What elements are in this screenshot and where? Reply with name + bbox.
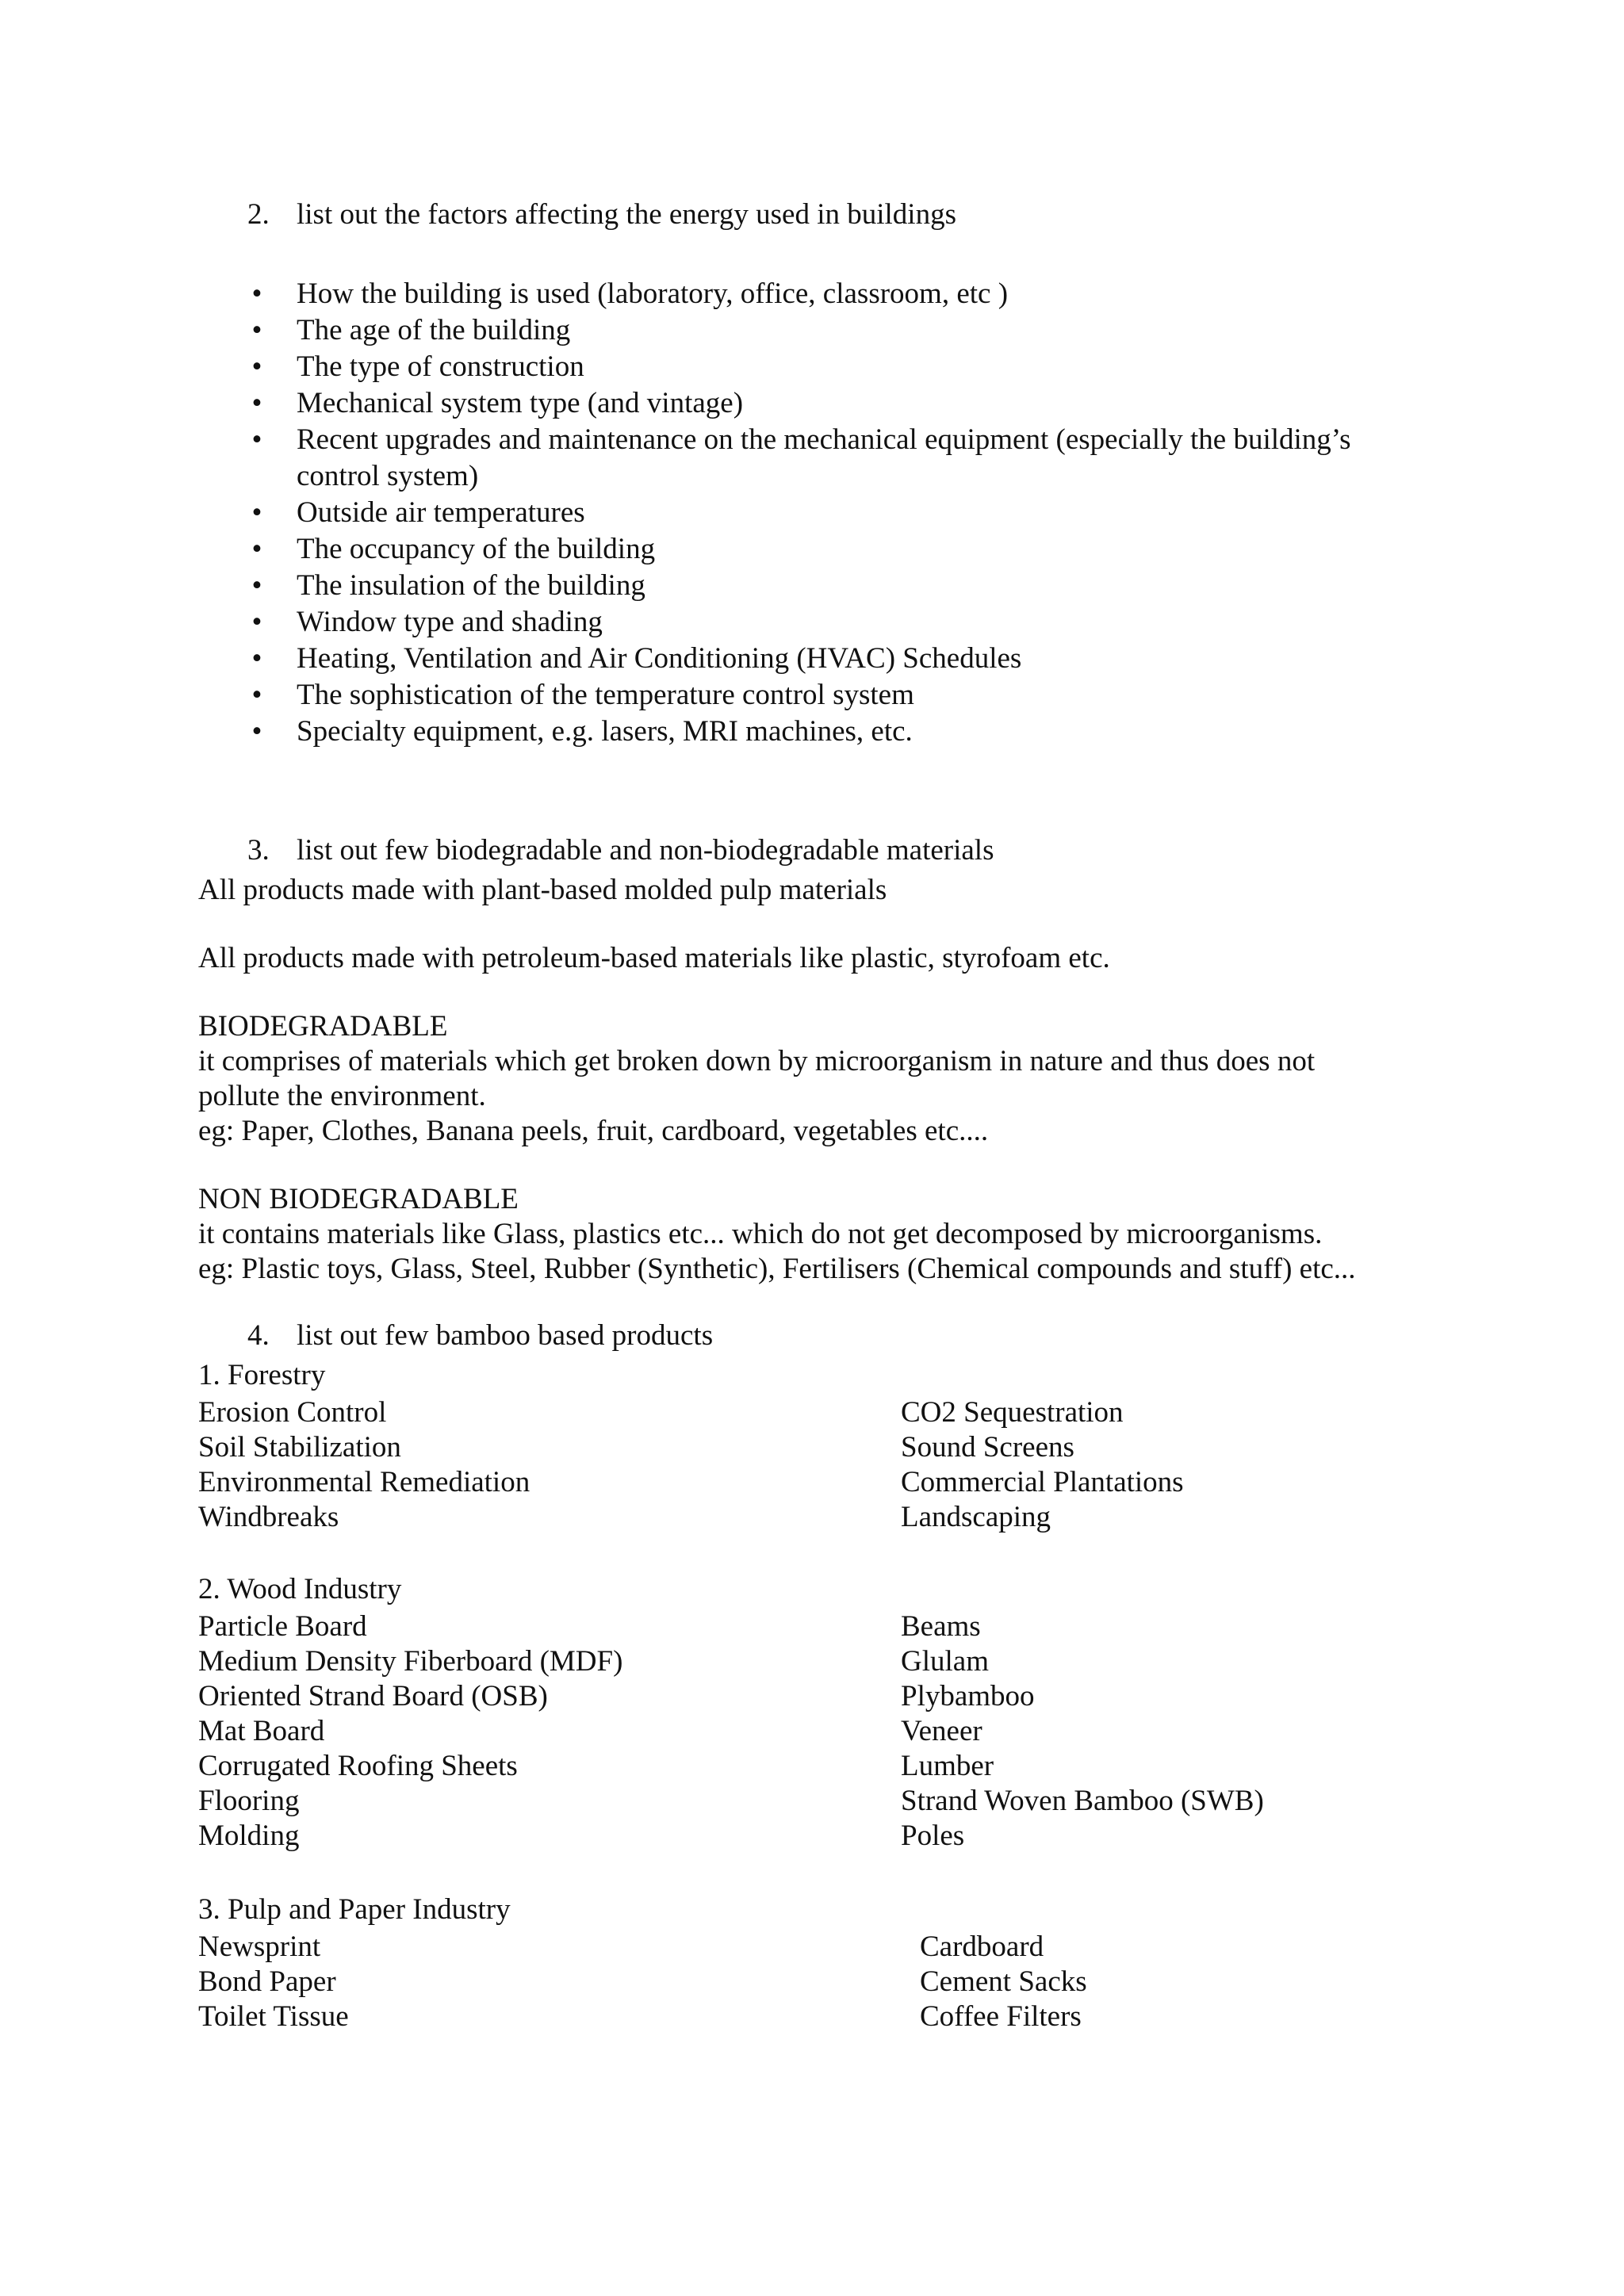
wood-left-column: [198, 1609, 622, 1854]
bullet-icon: •: [251, 350, 262, 383]
list-item: [249, 714, 1350, 750]
bullet-icon: •: [251, 423, 262, 456]
bullet-icon: •: [251, 642, 262, 675]
list-item: Lumber: [901, 1750, 994, 1782]
q3-line-plant-based: All products made with plant-based molded pulp materials: [198, 874, 887, 906]
biodegradable-text-2: pollute the environment.: [198, 1080, 486, 1112]
list-item: Mat Board: [198, 1715, 325, 1747]
list-item: [249, 276, 1350, 312]
list-item: [249, 531, 1350, 568]
list-item: Environmental Remediation: [198, 1466, 530, 1498]
list-item-text: Recent upgrades and maintenance on the mechanical equipment (especially the building’s: [297, 423, 1351, 456]
list-item: [249, 422, 1350, 458]
list-item-text: Heating, Ventilation and Air Conditioning (HVAC) Schedules: [297, 642, 1022, 675]
forestry-left-column: [198, 1395, 530, 1535]
q3-number: 3.: [247, 834, 270, 867]
list-item: CO2 Sequestration: [901, 1396, 1124, 1429]
list-item: [249, 604, 1350, 641]
list-item: [249, 641, 1350, 677]
q2-factor-list: [249, 276, 1350, 750]
list-item: Toilet Tissue: [198, 2000, 349, 2033]
list-item: Cardboard: [920, 1931, 1044, 1963]
list-item: Beams: [901, 1610, 981, 1643]
q2-number: 2.: [247, 198, 270, 231]
list-item-text: Window type and shading: [297, 606, 603, 638]
non-biodegradable-text: it contains materials like Glass, plastics etc... which do not get decomposed by microorganisms.: [198, 1218, 1323, 1250]
pulp-left-column: [198, 1930, 349, 2034]
bullet-icon: •: [251, 606, 262, 638]
bullet-icon: •: [251, 277, 262, 310]
list-item: Erosion Control: [198, 1396, 387, 1429]
bullet-icon: •: [251, 314, 262, 346]
section-heading-wood-industry: 2. Wood Industry: [198, 1573, 402, 1605]
list-item: Plybamboo: [901, 1680, 1035, 1712]
q4-number: 4.: [247, 1319, 270, 1352]
list-item: [249, 385, 1350, 422]
list-item: Particle Board: [198, 1610, 367, 1643]
list-item-text: Mechanical system type (and vintage): [297, 387, 744, 419]
section-heading-pulp-paper: 3. Pulp and Paper Industry: [198, 1893, 511, 1926]
pulp-right-column: [920, 1930, 1087, 2034]
list-item: Windbreaks: [198, 1501, 339, 1533]
list-item: Commercial Plantations: [901, 1466, 1184, 1498]
q2-heading: [247, 197, 956, 233]
q4-heading: [247, 1318, 714, 1354]
bullet-icon: •: [251, 569, 262, 602]
biodegradable-examples: eg: Paper, Clothes, Banana peels, fruit, cardboard, vegetables etc....: [198, 1115, 989, 1147]
list-item-text: The occupancy of the building: [297, 533, 656, 565]
list-item-text: Specialty equipment, e.g. lasers, MRI machines, etc.: [297, 715, 913, 748]
list-item: Flooring: [198, 1785, 300, 1817]
bullet-icon: •: [251, 679, 262, 711]
q3-line-petroleum-based: All products made with petroleum-based materials like plastic, styrofoam etc.: [198, 942, 1110, 974]
list-item-text: The sophistication of the temperature control system: [297, 679, 914, 711]
list-item: [249, 349, 1350, 385]
forestry-right-column: [901, 1395, 1184, 1535]
list-item-text: The insulation of the building: [297, 569, 645, 602]
biodegradable-text-1: it comprises of materials which get broken down by microorganism in nature and thus does not: [198, 1045, 1316, 1077]
q2-title: list out the factors affecting the energy used in buildings: [297, 198, 956, 231]
list-item: Landscaping: [901, 1501, 1051, 1533]
bullet-icon: •: [251, 496, 262, 529]
list-item: Sound Screens: [901, 1431, 1074, 1464]
list-item: [249, 495, 1350, 531]
list-item: Cement Sacks: [920, 1965, 1087, 1998]
list-item: Soil Stabilization: [198, 1431, 401, 1464]
list-item: Molding: [198, 1820, 300, 1852]
list-item-text: The age of the building: [297, 314, 571, 346]
list-item-text: The type of construction: [297, 350, 584, 383]
list-item-text: control system): [297, 460, 479, 492]
list-item-text: How the building is used (laboratory, office, classroom, etc ): [297, 277, 1009, 310]
list-item: Newsprint: [198, 1931, 321, 1963]
list-item: Glulam: [901, 1645, 989, 1678]
list-item: [249, 312, 1350, 349]
list-item: Oriented Strand Board (OSB): [198, 1680, 548, 1712]
non-biodegradable-examples: eg: Plastic toys, Glass, Steel, Rubber (Synthetic), Fertilisers (Chemical compounds and stuff) etc...: [198, 1253, 1356, 1285]
list-item: Veneer: [901, 1715, 982, 1747]
wood-right-column: [901, 1609, 1264, 1854]
list-item: Coffee Filters: [920, 2000, 1082, 2033]
list-item: Bond Paper: [198, 1965, 336, 1998]
list-item: Corrugated Roofing Sheets: [198, 1750, 518, 1782]
list-item: Strand Woven Bamboo (SWB): [901, 1785, 1264, 1817]
list-item-continuation: [249, 458, 1350, 495]
bullet-icon: •: [251, 533, 262, 565]
list-item: Poles: [901, 1820, 965, 1852]
list-item: [249, 568, 1350, 604]
q3-title: list out few biodegradable and non-biodegradable materials: [297, 834, 994, 867]
list-item: Medium Density Fiberboard (MDF): [198, 1645, 623, 1678]
bullet-icon: •: [251, 387, 262, 419]
bullet-icon: •: [251, 715, 262, 748]
non-biodegradable-heading: NON BIODEGRADABLE: [198, 1183, 519, 1215]
q3-heading: [247, 832, 994, 869]
section-heading-forestry: 1. Forestry: [198, 1359, 326, 1391]
biodegradable-heading: BIODEGRADABLE: [198, 1010, 448, 1043]
q4-title: list out few bamboo based products: [297, 1319, 714, 1352]
list-item-text: Outside air temperatures: [297, 496, 585, 529]
list-item: [249, 677, 1350, 714]
